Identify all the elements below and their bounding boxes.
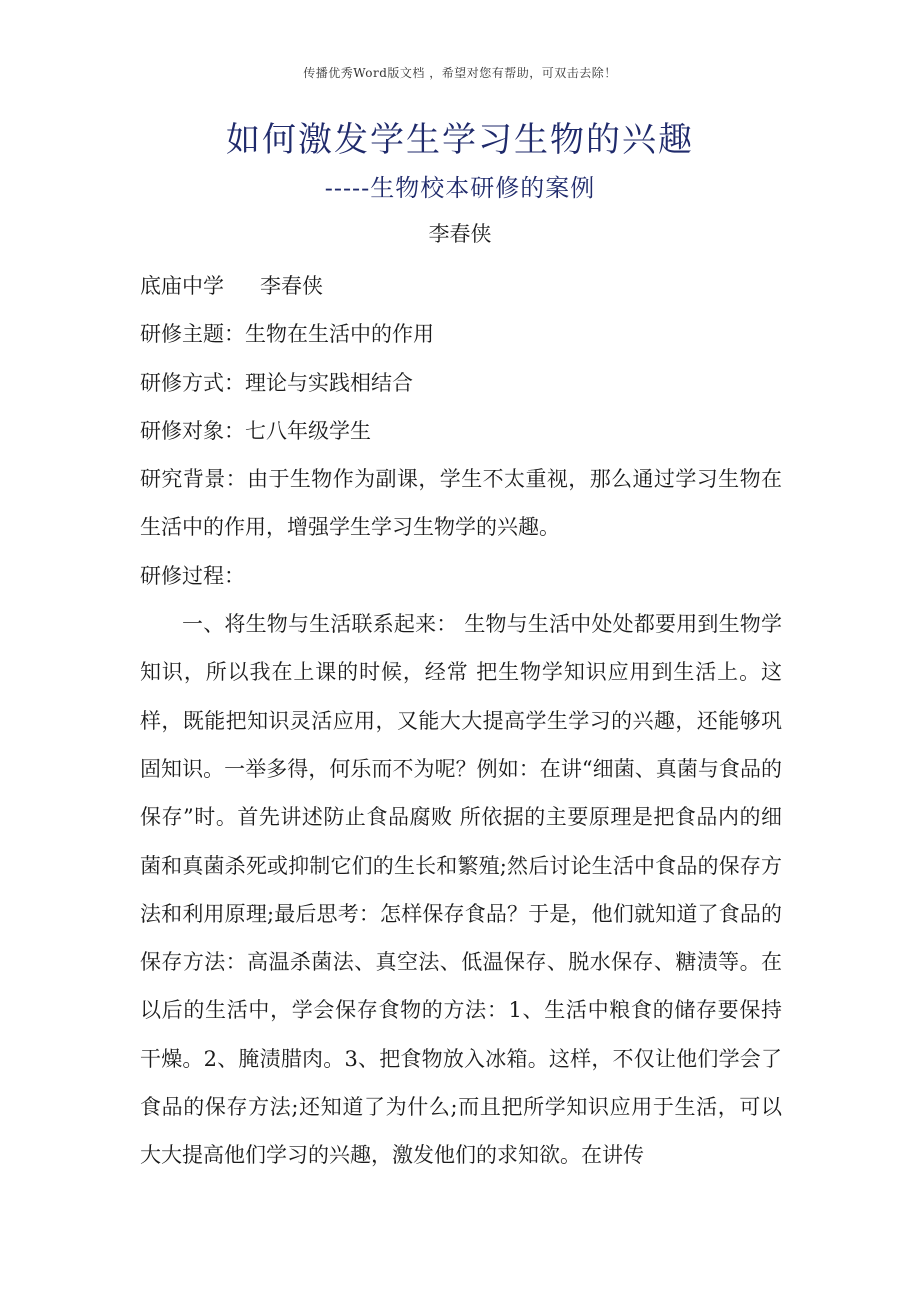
school-line: [140, 262, 782, 310]
method-line: 研修方式：理论与实践相结合: [140, 370, 413, 395]
header-note: 传播优秀Word版文档 ，希望对您有帮助，可双击去除！: [303, 66, 617, 80]
document-title: 如何激发学生学习生物的兴趣: [226, 120, 694, 160]
process-heading: 研修过程：: [140, 563, 245, 588]
topic-line: 研修主题：生物在生活中的作用: [140, 322, 434, 347]
document-subtitle: -----生物校本研修的案例: [324, 174, 596, 202]
school-author: 李春侠: [260, 274, 323, 298]
document-author: 李春侠: [428, 222, 492, 246]
school-name: 底庙中学: [140, 274, 224, 298]
background-paragraph: 研究背景：由于生物作为副课，学生不太重视，那么通过学习生物在生活中的作用，增强学生学习生物学的兴趣。: [140, 467, 782, 540]
document-body: [140, 262, 782, 1180]
process-paragraph: 一、将生物与生活联系起来： 生物与生活中处处都要用到生物学知识，所以我在上课的时候，经常 把生物学知识应用到生活上。这样，既能把知识灵活应用，又能大大提高学生学习的兴趣，还能够巩固知识。一举多得，何乐而不为呢？例如：在讲“细菌、真菌与食品的保存”时。首先讲述防止食品腐败 所依据的主要原理是把食品内的细菌和真菌杀死或抑制它们的生长和繁殖;然后讨论生活中食品的保存方法和利用原理;最后思考：怎样保存食品？于是，他们就知道了食品的保存方法：高温杀菌法、真空法、低温保存、脱水保存、糖渍等。在以后的生活中，学会保存食物的方法：1、生活中粮食的储存要保持干燥。2、腌渍腊肉。3、把食物放入冰箱。这样，不仅让他们学会了食品的保存方法;还知道了为什么;而且把所学知识应用于生活，可以大大提高他们学习的兴趣，激发他们的求知欲。在讲传: [140, 612, 782, 1168]
target-line: 研修对象：七八年级学生: [140, 418, 371, 443]
